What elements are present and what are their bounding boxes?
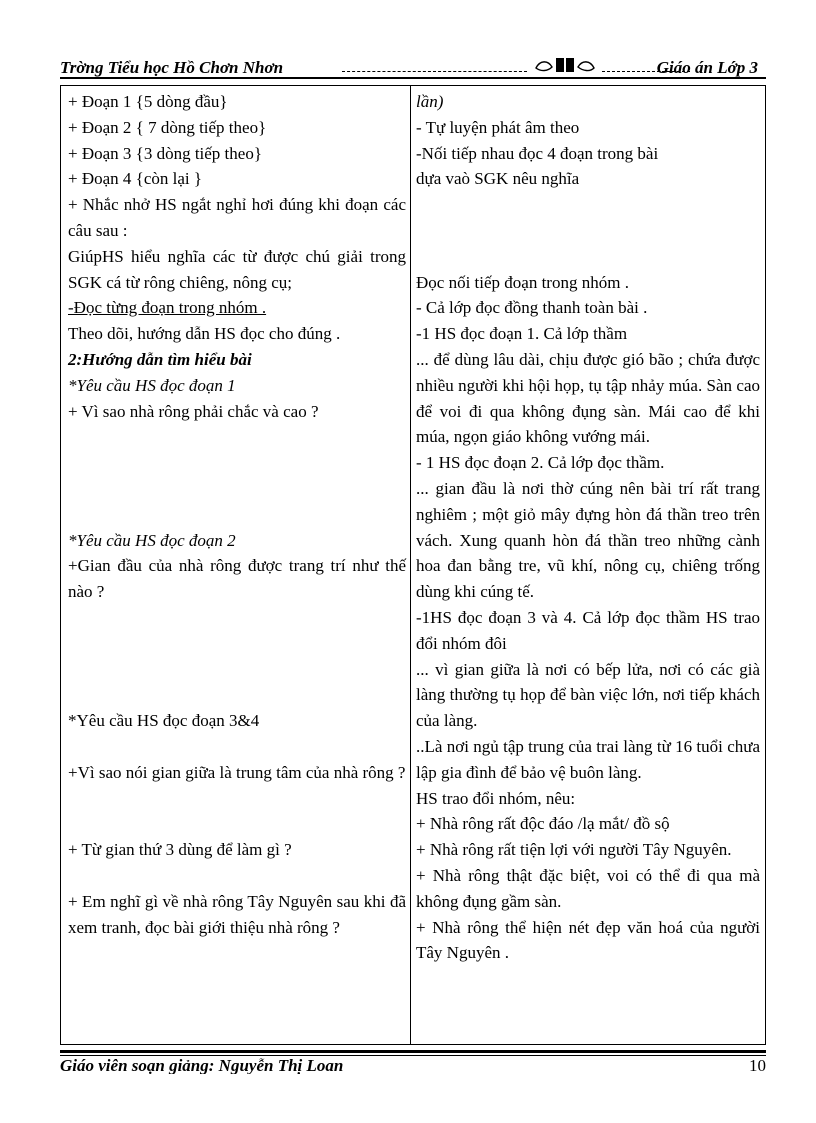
answer-item: + Nhà rông rất độc đáo /lạ mắt/ đồ sộ — [416, 814, 670, 834]
text-line: -Đọc từng đoạn trong nhóm . — [68, 298, 267, 318]
header-rule — [60, 77, 766, 79]
lesson-plan-title: Giáo án Lớp 3 — [656, 58, 758, 77]
book-ornament-icon — [530, 56, 600, 76]
column-divider — [410, 86, 411, 1044]
student-activities-column — [416, 89, 760, 966]
section-heading: 2:Hướng dẫn tìm hiểu bài — [68, 349, 252, 369]
answer-paragraph: ... vì gian giữa là nơi có bếp lửa, nơi có các già làng thường tụ họp để bàn việc lớn, nơi tiếp khách của làng. — [416, 659, 760, 731]
question-line: + Em nghĩ gì về nhà rông Tây Nguyên sau khi đã xem tranh, đọc bài giới thiệu nhà rông ? — [68, 891, 406, 937]
question-line: +Vì sao nói gian giữa là trung tâm của nhà rông ? — [68, 762, 406, 782]
text-line: + Nhắc nhở HS ngắt nghỉ hơi đúng khi đoạn các câu sau : — [68, 195, 406, 240]
header-dash-line — [342, 71, 527, 72]
teacher-activities-column — [68, 89, 406, 940]
text-line: - 1 HS đọc đoạn 2. Cả lớp đọc thầm. — [416, 453, 665, 473]
text-line: -1HS đọc đoạn 3 và 4. Cả lớp đọc thầm HS trao đổi nhóm đôi — [416, 607, 760, 653]
page-header — [60, 56, 766, 82]
question-line: +Gian đầu của nhà rông được trang trí như thế nào ? — [68, 556, 406, 602]
text-line: GiúpHS hiểu nghĩa các từ được chú giải trong SGK cá từ rông chiêng, nông cụ; — [68, 246, 406, 292]
answer-paragraph: ... để dùng lâu dài, chịu được gió bão ; chứa được nhiều người khi hội họp, tụ tập nhảy múa. Sàn cao để voi đi qua không đụng sàn. Mái cao để khi múa, ngọn giáo không vướng mái. — [416, 349, 760, 447]
text-line: - Cả lớp đọc đồng thanh toàn bài . — [416, 298, 648, 318]
answer-item: + Nhà rông rất tiện lợi với người Tây Nguyên. — [416, 840, 732, 860]
instruction-line: *Yêu cầu HS đọc đoạn 1 — [68, 375, 236, 395]
text-line: + Đoạn 3 {3 dòng tiếp theo} — [68, 143, 262, 163]
text-line: -Nối tiếp nhau đọc 4 đoạn trong bài — [416, 143, 659, 163]
page-number: 10 — [749, 1056, 766, 1075]
lesson-table — [60, 85, 766, 1045]
text-line: HS trao đổi nhóm, nêu: — [416, 788, 576, 808]
answer-paragraph: ... gian đầu là nơi thờ cúng nên bài trí rất trang nghiêm ; một giỏ mây đựng hòn đá thần treo trên vách. Xung quanh hòn đá thần treo những cành hoa đan bằng tre, vũ khí, nông cụ, chiêng trống dùng khi cúng tế. — [416, 478, 760, 602]
text-line: + Đoạn 1 {5 dòng đầu} — [68, 92, 228, 111]
question-line: + Vì sao nhà rông phải chắc và cao ? — [68, 401, 319, 421]
answer-item: + Nhà rông thật đặc biệt, voi có thể đi qua mà không đụng gầm sàn. — [416, 865, 760, 911]
text-line: dựa vaò SGK nêu nghĩa — [416, 169, 580, 189]
text-line: + Đoạn 2 { 7 dòng tiếp theo} — [68, 117, 267, 137]
answer-item: + Nhà rông thể hiện nét đẹp văn hoá của người Tây Nguyên . — [416, 917, 760, 963]
instruction-line: *Yêu cầu HS đọc đoạn 3&4 — [68, 711, 260, 731]
text-line: - Tự luyện phát âm theo — [416, 117, 580, 137]
text-line: -1 HS đọc đoạn 1. Cả lớp thầm — [416, 324, 628, 344]
answer-paragraph: ..Là nơi ngủ tập trung của trai làng từ 16 tuổi chưa lập gia đình để bảo vệ buôn làng. — [416, 736, 760, 782]
school-name: Trờng Tiểu học Hồ Chơn Nhơn — [60, 58, 284, 77]
footer-rule — [60, 1050, 766, 1053]
page-footer — [60, 1046, 770, 1076]
instruction-line: *Yêu cầu HS đọc đoạn 2 — [68, 530, 236, 550]
question-line: + Từ gian thứ 3 dùng để làm gì ? — [68, 840, 292, 860]
text-line: + Đoạn 4 {còn lại } — [68, 169, 203, 189]
text-line: Đọc nối tiếp đoạn trong nhóm . — [416, 272, 629, 292]
author-name: Giáo viên soạn giảng: Nguyễn Thị Loan — [60, 1056, 344, 1074]
text-line: Theo dõi, hướng dẫn HS đọc cho đúng . — [68, 324, 341, 344]
text-line: lần) — [416, 92, 444, 111]
